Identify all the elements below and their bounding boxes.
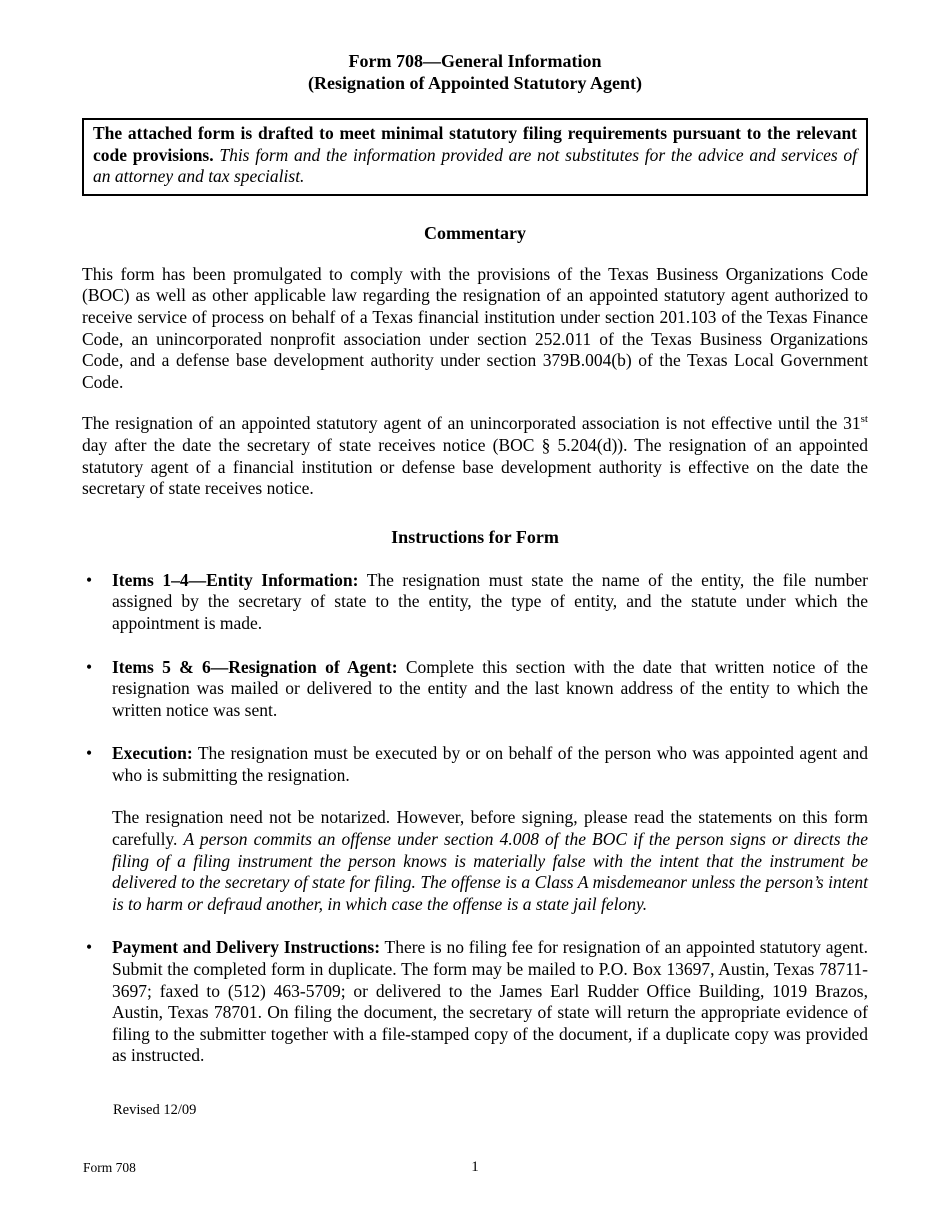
notice-bold-text: The attached form is drafted to meet minimal statutory filing requirements pursuant to the relevant code provisions. [93, 123, 857, 165]
revised-date: Revised 12/09 [113, 1102, 197, 1118]
list-item-execution [82, 743, 868, 786]
list-item-text: Complete this section with the date that written notice of the resignation was mailed or delivered to the entity and the last known address of the entity to which the written notice was sent. [112, 656, 868, 720]
execution-note-italic: A person commits an offense under section 4.008 of the BOC if the person signs or directs the filing of a filing instrument the person knows is materially false with the intent that the instrument be delivered to the secretary of state for filing. The offense is a Class A misdemeanor unless the person’s intent is to harm or defraud another, in which case the offense is a state jail felony. [112, 829, 868, 914]
list-item-label: Items 5 & 6—Resignation of Agent: [112, 656, 398, 677]
list-item-body [112, 657, 868, 722]
commentary-heading: Commentary [424, 222, 526, 243]
list-item-label: Execution: [112, 743, 193, 764]
bullet-icon: • [86, 743, 93, 764]
list-item-resignation-of-agent [82, 657, 868, 722]
paragraph-text-before-superscript: The resignation of an appointed statutory agent of an unincorporated association is not effective until the 31 [82, 413, 861, 434]
bullet-icon: • [86, 656, 93, 677]
list-item-body [112, 937, 868, 1067]
bullet-icon: • [86, 937, 93, 958]
list-item-body [112, 743, 868, 786]
footer-form-number: Form 708 [83, 1160, 136, 1175]
execution-note-regular: The resignation need not be notarized. However, before signing, please read the statements on this form carefully. [112, 807, 868, 850]
bullet-icon: • [86, 569, 93, 590]
list-item-text: There is no filing fee for resignation of an appointed statutory agent. Submit the completed form in duplicate. The form may be mailed to P.O. Box 13697, Austin, Texas 78711-3697; faxed to (512) 463-5709; or delivered to the James Earl Rudder Office Building, 1019 Brazos, Austin, Texas 78701. On filing the document, the secretary of state will return the appropriate evidence of filing to the submitter together with a file-stamped copy of the document, if a duplicate copy was provided as instructed. [112, 937, 868, 1066]
ordinal-superscript: st [860, 413, 868, 426]
list-item-payment-and-delivery [82, 937, 868, 1067]
list-item-label: Items 1–4—Entity Information: [112, 569, 359, 590]
list-item-label: Payment and Delivery Instructions: [112, 937, 381, 958]
list-item-entity-information [82, 570, 868, 635]
document-title [82, 50, 868, 94]
list-item-text: The resignation must be executed by or on behalf of the person who was appointed agent and who is submitting the resignation. [112, 743, 868, 785]
title-line-1: Form 708—General Information [348, 51, 602, 71]
paragraph-text-after-superscript: day after the date the secretary of state receives notice (BOC § 5.204(d)). The resignation of an appointed statutory agent of a financial institution or defense base development authority is effective on the date the secretary of state receives notice. [82, 434, 868, 499]
execution-note-paragraph [112, 807, 868, 915]
list-item-body [112, 570, 868, 635]
commentary-paragraph-1: This form has been promulgated to comply with the provisions of the Texas Business Organizations Code (BOC) as well as other applicable law regarding the resignation of an appointed statutory agent authorized to receive service of process on behalf of a Texas financial institution under section 201.103 of the Texas Finance Code, an unincorporated nonprofit association under section 252.011 of the Texas Business Organizations Code, and a defense base development authority under section 379B.004(b) of the Texas Local Government Code. [82, 263, 868, 392]
commentary-paragraph-2 [82, 413, 868, 499]
title-line-2: (Resignation of Appointed Statutory Agent) [307, 73, 643, 93]
list-item-text: The resignation must state the name of the entity, the file number assigned by the secretary of state to the entity, the type of entity, and the statute under which the appointment is made. [112, 569, 868, 633]
notice-box [82, 118, 868, 196]
instructions-heading: Instructions for Form [391, 526, 559, 547]
footer-page-number: 1 [471, 1159, 479, 1175]
notice-italic-text: This form and the information provided are not substitutes for the advice and services of an attorney and tax specialist. [93, 144, 857, 187]
instructions-list [82, 570, 868, 1067]
